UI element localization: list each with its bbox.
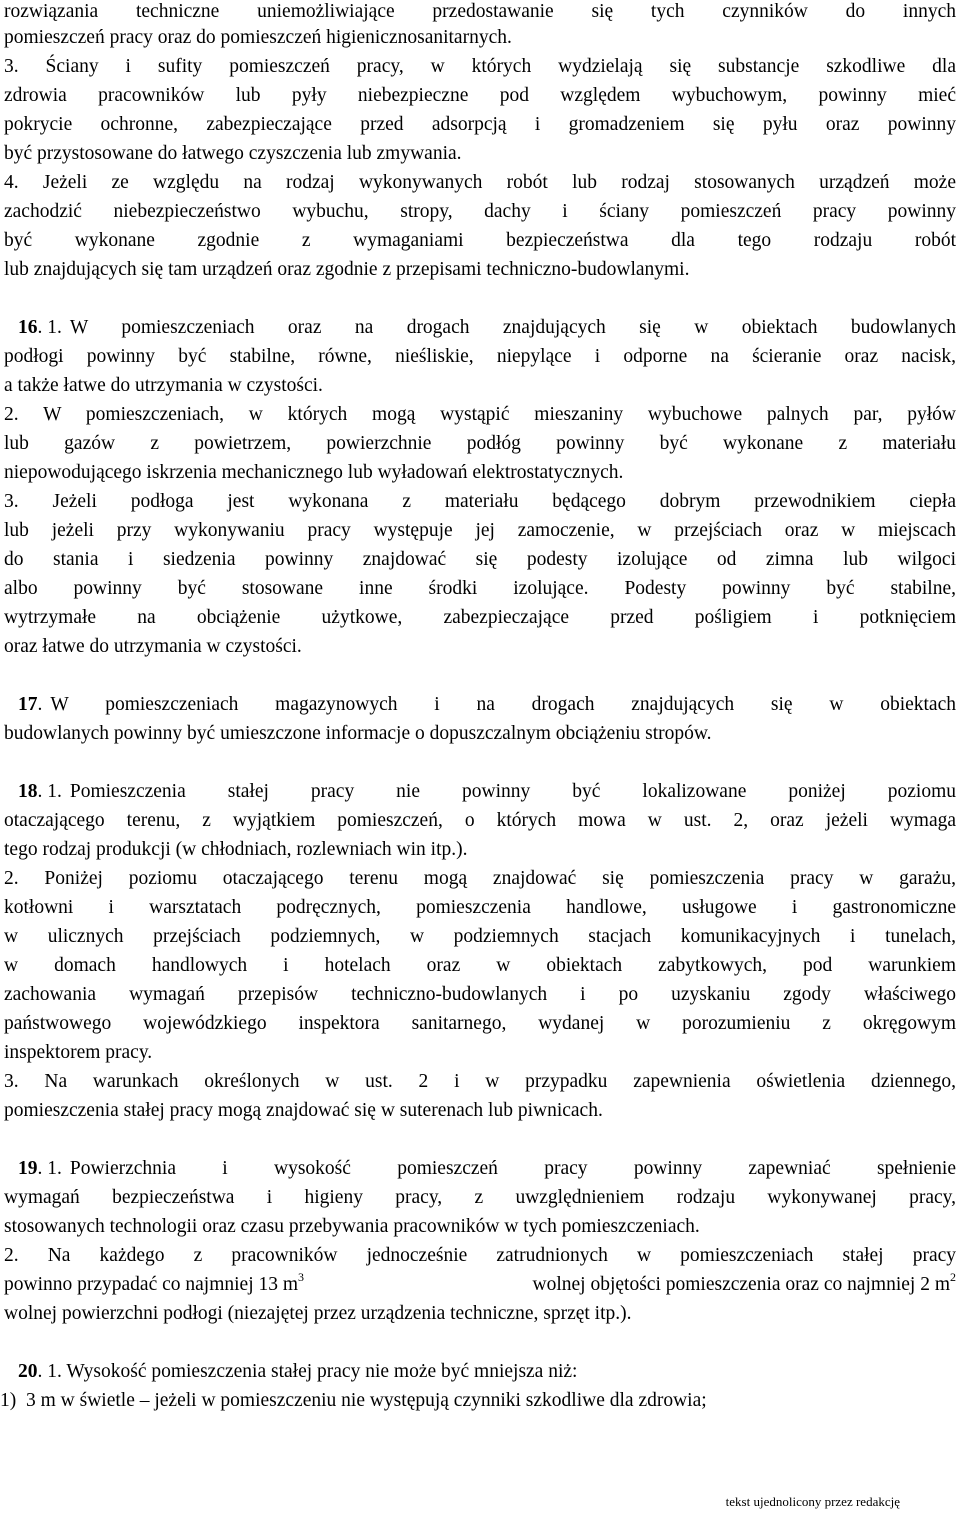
text-line: rozwiązania techniczne uniemożliwiające przedostawanie się tych czynników do innych: [4, 1, 956, 22]
text-line: tego rodzaj produkcji (w chłodniach, rozlewniach win itp.).: [4, 839, 468, 860]
text-line: stosowanych technologii oraz czasu przebywania pracowników w tych pomieszczeniach.: [4, 1216, 700, 1237]
text-line: zachowania wymagań przepisów techniczno-budowlanych i po uzyskaniu zgody właściwego: [4, 984, 956, 1005]
section-number: 19: [18, 1158, 38, 1179]
subsection-label: 1.: [47, 781, 62, 802]
text-line: 2. Poniżej poziomu otaczającego terenu mogą znajdować się pomieszczenia pracy w garażu,: [4, 868, 956, 889]
text-line: być wykonane zgodnie z wymaganiami bezpieczeństwa dla tego rodzaju robót: [4, 230, 956, 251]
text-line: zdrowia pracowników lub pyły niebezpieczne pod względem wybuchowym, powinny mieć: [4, 85, 956, 106]
text-line: w ulicznych przejściach podziemnych, w podziemnych stacjach komunikacyjnych i tunelach,: [4, 926, 956, 947]
text-line: wytrzymałe na obciążenie użytkowe, zabezpieczające przed pośligiem i potknięciem: [4, 607, 956, 628]
text-line: pomieszczeń pracy oraz do pomieszczeń higienicznosanitarnych.: [4, 27, 512, 48]
section-18-first-line: 18. 1. Pomieszczenia stałej pracy nie powinny być lokalizowane poniżej poziomu: [18, 781, 956, 802]
text-line: lub jeżeli przy wykonywaniu pracy występuje jej zamoczenie, w przejściach oraz w miejscach: [4, 520, 956, 541]
text-line: 3. Ściany i sufity pomieszczeń pracy, w których wydzielają się substancje szkodliwe dla: [4, 56, 956, 77]
text-line: niepowodującego iskrzenia mechanicznego lub wyładowań elektrostatycznych.: [4, 462, 624, 483]
text-line: albo powinny być stosowane inne środki izolujące. Podesty powinny być stabilne,: [4, 578, 956, 599]
text-line: wolnej powierzchni podłogi (niezajętej przez urządzenia techniczne, sprzęt itp.).: [4, 1303, 632, 1324]
text-line: budowlanych powinny być umieszczone informacje o dopuszczalnym obciążeniu stropów.: [4, 723, 712, 744]
text-fragment: wolnej objętości pomieszczenia oraz co najmniej 2 m: [532, 1274, 950, 1295]
superscript: 2: [950, 1270, 956, 1284]
text-line: Powierzchnia i wysokość pomieszczeń pracy powinny zapewniać spełnienie: [69, 1158, 956, 1179]
text-line: 2. Na każdego z pracowników jednocześnie zatrudnionych w pomieszczeniach stałej pracy: [4, 1245, 956, 1266]
text-line: państwowego wojewódzkiego inspektora sanitarnego, wydanej w porozumieniu z okręgowym: [4, 1013, 956, 1034]
text-line-with-superscripts: [4, 1270, 956, 1297]
section-20-first-line: 20. 1. Wysokość pomieszczenia stałej pracy nie może być mniejsza niż:: [18, 1361, 578, 1382]
text-line: być przystosowane do łatwego czyszczenia lub zmywania.: [4, 143, 462, 164]
text-line: inspektorem pracy.: [4, 1042, 153, 1063]
footer-note: tekst ujednolicony przez redakcję: [725, 1494, 900, 1509]
subsection-label: 1.: [47, 317, 62, 338]
text-line: Pomieszczenia stałej pracy nie powinny być lokalizowane poniżej poziomu: [69, 781, 956, 802]
text-line: oraz łatwe do utrzymania w czystości.: [4, 636, 302, 657]
section-16-first-line: 16. 1. W pomieszczeniach oraz na drogach znajdujących się w obiektach budowlanych: [18, 317, 956, 338]
section-19-first-line: 19. 1. Powierzchnia i wysokość pomieszczeń pracy powinny zapewniać spełnienie: [18, 1158, 956, 1179]
text-line: do stania i siedzenia powinny znajdować się podesty izolujące od zimna lub wilgoci: [4, 549, 956, 570]
section-number: 16: [18, 317, 38, 338]
subsection-label: 1.: [47, 1361, 62, 1382]
text-line: pomieszczenia stałej pracy mogą znajdować się w suterenach lub piwnicach.: [4, 1100, 603, 1121]
list-item-text: 3 m w świetle – jeżeli w pomieszczeniu nie występują czynniki szkodliwe dla zdrowia;: [26, 1390, 707, 1411]
section-17-first-line: 17. W pomieszczeniach magazynowych i na drogach znajdujących się w obiektach: [18, 694, 956, 715]
text-line: Wysokość pomieszczenia stałej pracy nie może być mniejsza niż:: [66, 1361, 578, 1382]
text-line: W pomieszczeniach oraz na drogach znajdujących się w obiektach budowlanych: [69, 317, 956, 338]
section-number: 18: [18, 781, 38, 802]
text-line: a także łatwe do utrzymania w czystości.: [4, 375, 323, 396]
text-line: 3. Jeżeli podłoga jest wykonana z materiału będącego dobrym przewodnikiem ciepła: [4, 491, 956, 512]
text-line: wymagań bezpieczeństwa i higieny pracy, z uwzględnieniem rodzaju wykonywanej pracy,: [4, 1187, 956, 1208]
subsection-label: 1.: [47, 1158, 62, 1179]
superscript: 3: [298, 1270, 305, 1284]
text-line: lub gazów z powietrzem, powierzchnie podłóg powinny być wykonane z materiału: [4, 433, 956, 454]
text-line: w domach handlowych i hotelach oraz w obiektach zabytkowych, pod warunkiem: [4, 955, 956, 976]
list-number: 1): [0, 1390, 17, 1411]
section-number: 20: [18, 1361, 38, 1382]
text-line: otaczającego terenu, z wyjątkiem pomieszczeń, o których mowa w ust. 2, oraz jeżeli wymaga: [4, 810, 956, 831]
section-number: 17: [18, 694, 38, 715]
text-line: kotłowni i warsztatach podręcznych, pomieszczenia handlowe, usługowe i gastronomiczne: [4, 897, 956, 918]
list-item: [0, 1389, 956, 1413]
text-line: 2. W pomieszczeniach, w których mogą wystąpić mieszaniny wybuchowe palnych par, pyłów: [4, 404, 956, 425]
text-line: zachodzić niebezpieczeństwo wybuchu, stropy, dachy i ściany pomieszczeń pracy powinny: [4, 201, 956, 222]
text-line: lub znajdujących się tam urządzeń oraz zgodnie z przepisami techniczno-budowlanymi.: [4, 259, 690, 280]
text-line: podłogi powinny być stabilne, równe, nieśliskie, niepylące i odporne na ścieranie oraz nacisk,: [4, 346, 956, 367]
text-fragment: powinno przypadać co najmniej 13 m: [4, 1274, 299, 1295]
text-line: 4. Jeżeli ze względu na rodzaj wykonywanych robót lub rodzaj stosowanych urządzeń może: [4, 172, 956, 193]
text-line: pokrycie ochronne, zabezpieczające przed adsorpcją i gromadzeniem się pyłu oraz powinny: [4, 114, 956, 135]
text-line: W pomieszczeniach magazynowych i na drogach znajdujących się w obiektach: [50, 694, 956, 715]
text-line: 3. Na warunkach określonych w ust. 2 i w przypadku zapewnienia oświetlenia dziennego,: [4, 1071, 956, 1092]
